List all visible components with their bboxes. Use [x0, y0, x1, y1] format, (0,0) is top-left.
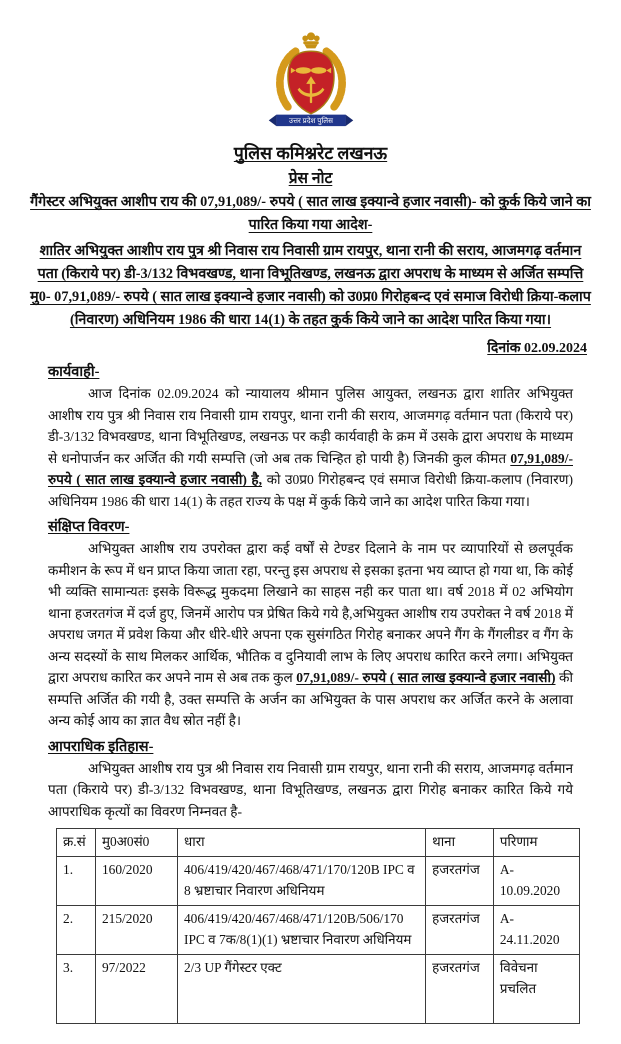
- org-name: पुलिस कमिश्नरेट लखनऊ: [233, 143, 388, 163]
- header-result: परिणाम: [493, 829, 579, 857]
- headline-primary: गैंगेस्टर अभियुक्त आशीप राय की 07,91,089/- रुपये ( सात लाख इक्यान्वे हजार नवासी)- को कुर्क किये जाने का पारित किया गया आदेश-: [30, 194, 591, 233]
- vivaran-amount-highlight: 07,91,089/- रुपये ( सात लाख इक्यान्वे हजार नवासी): [296, 670, 556, 685]
- table-header-row: [57, 829, 580, 857]
- karyavahi-amount-highlight: 07,91,089/- रुपये ( सात लाख इक्यान्वे हजार नवासी) है,: [48, 450, 573, 487]
- cell-serial: 1.: [57, 857, 96, 906]
- header-sections: धारा: [177, 829, 425, 857]
- shield-icon: [287, 51, 333, 113]
- cell-case-number: 160/2020: [95, 857, 177, 906]
- banner-ribbon-icon: [268, 115, 352, 127]
- cell-result: विवेचना प्रचलित: [493, 955, 579, 1024]
- table-row: [57, 857, 580, 906]
- banner-text: उत्तर प्रदेश पुलिस: [288, 116, 333, 125]
- cell-case-number: 97/2022: [95, 955, 177, 1024]
- vivaran-text-pre: अभियुक्त आशीष राय उपरोक्त द्वारा कई वर्षों से टेण्डर दिलाने के नाम पर व्यापारियों से छलपूर्वक कमीशन के रूप में धन प्राप्त किया जाता रहा, परन्तु इस अपराध से इसका इतना भय व्याप्त हो गया था, कि कोई भी व्यक्ति सामान्यतः इसके विरूद्ध मुकदमा लिखाने का साहस नही कर पाता था। वर्ष 2018 में 02 अभियोग थाना हजरतगंज में दर्ज हुए, जिनमें आरोप पत्र प्रेषित किये गये है,अभियुक्त आशीष राय उपरोक्त ने वर्ष 2018 में अपराध जगत में प्रवेश किया और धीरे-धीरे अपना एक सुसंगठित गिरोह बनाकर अपने गैंग के गैंगलीडर व गैंग के अन्य सदस्यों के साथ मिलकर आर्थिक, भौतिक व दुनियावी लाभ के लिए अपराध कारित करने लगा। अभियुक्त द्वारा अपराध कारित कर अपने नाम से अब तक कुल: [48, 541, 573, 685]
- cell-result: A- 10.09.2020: [493, 857, 579, 906]
- cell-police-station: हजरतगंज: [426, 955, 494, 1024]
- ashoka-capital-icon: [302, 32, 319, 48]
- header-case-number: मु0अ0सं0: [95, 829, 177, 857]
- cell-sections: 406/419/420/467/468/471/120B/506/170 IPC व 7क/8(1)(1) भ्रष्टाचार निवारण अधिनियम: [177, 906, 425, 955]
- paragraph-itihas: अभियुक्त आशीष राय पुत्र श्री निवास राय निवासी ग्राम रायपुर, थाना रानी की सराय, आजमगढ़ वर्तमान पता (किराये पर) डी-3/132 विभवखण्ड, थाना विभूतिखण्ड, लखनऊ द्वारा गिरोह बनाकर कारित किये गये आपराधिक कृत्यों का विवरण निम्नवत है-: [48, 760, 573, 819]
- table-row: [57, 955, 580, 1024]
- section-heading-karyavahi: कार्यवाही-: [48, 364, 100, 380]
- paragraph-vivaran: [48, 538, 573, 732]
- headline-secondary: शातिर अभियुक्त आशीप राय पुत्र श्री निवास राय निवासी ग्राम रायपुर, थाना रानी की सराय, आजमगढ़ वर्तमान पता (किराये पर) डी-3/132 विभवखण्ड, थाना विभूतिखण्ड, लखनऊ द्वारा अपराध के माध्यम से अर्जित सम्पत्ति मु0- 07,91,089/- रुपये ( सात लाख इक्यान्वे हजार नवासी) को उ0प्र0 गिरोहबन्द एवं समाज विरोधी क्रिया-कलाप (निवारण) अधिनियम 1986 की धारा 14(1) के तहत कुर्क किये जाने का आदेश पारित किया गया।: [30, 243, 591, 328]
- doc-type-title: प्रेस नोट: [288, 170, 333, 187]
- date-line: दिनांक 02.09.2024: [487, 341, 587, 356]
- cell-serial: 2.: [57, 906, 96, 955]
- cell-case-number: 215/2020: [95, 906, 177, 955]
- karyavahi-text-pre: आज दिनांक 02.09.2024 को न्यायालय श्रीमान पुलिस आयुक्त, लखनऊ द्वारा शातिर अभियुक्त आशीष राय पुत्र श्री निवास राय निवासी ग्राम रायपुर, थाना रानी की सराय, आजमगढ़ वर्तमान पता (किराये पर) डी-3/132 विभवखण्ड, थाना विभूतिखण्ड, लखनऊ पर कड़ी कार्यवाही के क्रम में उसके द्वारा अपराध के माध्यम से धनोपार्जन कर अर्जित की गयी सम्पत्ति (जो अब तक चिन्हित हो पायी है) जिनकी कुल कीमत: [48, 386, 573, 466]
- up-police-emblem-graphic: [263, 30, 359, 134]
- cell-police-station: हजरतगंज: [426, 906, 494, 955]
- paragraph-karyavahi: [48, 383, 573, 512]
- section-heading-vivaran: संक्षिप्त विवरण-: [48, 519, 130, 535]
- cell-sections: 2/3 UP गैंगेस्टर एक्ट: [177, 955, 425, 1024]
- cell-serial: 3.: [57, 955, 96, 1024]
- header-police-station: थाना: [426, 829, 494, 857]
- section-heading-itihas: आपराधिक इतिहास-: [48, 738, 154, 755]
- header-serial: क्र.सं: [57, 829, 96, 857]
- vivaran-text-post: की सम्पत्ति अर्जित की गयी है, उक्त सम्पत्ति के अर्जन का अभियुक्त के पास अपराध कर अर्जित करने के अलावा अन्य कोई आय का ज्ञात वैध स्रोत नहीं है।: [48, 670, 574, 728]
- cell-result: A- 24.11.2020: [493, 906, 579, 955]
- karyavahi-text-post: को उ0प्र0 गिरोहबन्द एवं समाज विरोधी क्रिया-कलाप (निवारण) अधिनियम 1986 की धारा 14(1) के तहत राज्य के पक्ष में कुर्क किये जाने का आदेश पारित किया गया।: [48, 472, 574, 509]
- cell-police-station: हजरतगंज: [426, 857, 494, 906]
- criminal-history-table: [56, 828, 580, 1024]
- cell-sections: 406/419/420/467/468/471/170/120B IPC व 8 भ्रष्टाचार निवारण अधिनियम: [177, 857, 425, 906]
- up-police-emblem: [26, 30, 595, 139]
- table-row: [57, 906, 580, 955]
